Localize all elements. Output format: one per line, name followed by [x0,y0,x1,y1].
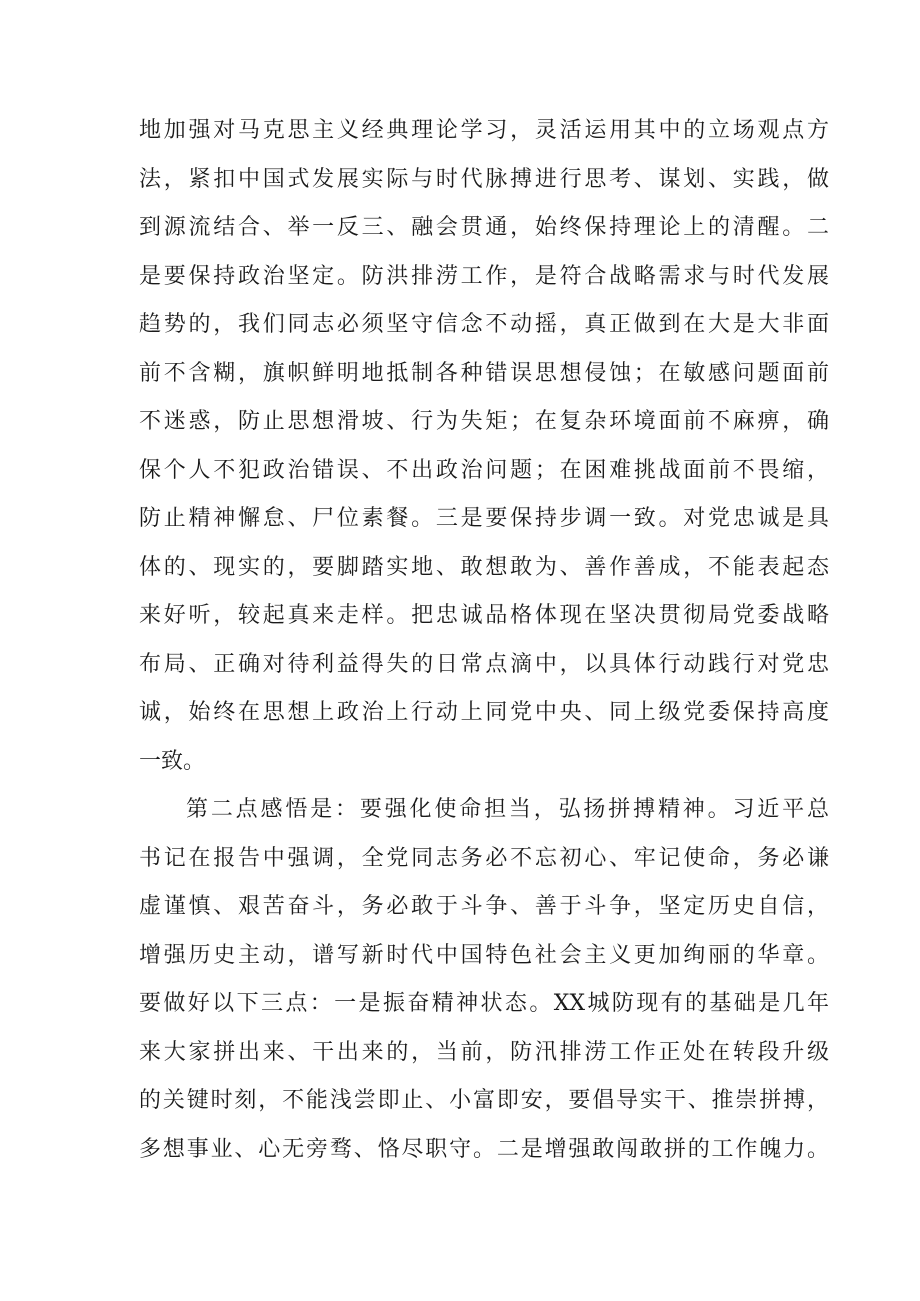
paragraph-line: 书记在报告中强调，全党同志务必不忘初心、牢记使命，务必谦 [139,845,829,871]
paragraph-line: 要做好以下三点：一是振奋精神状态。XX城防现有的基础是几年 [139,991,829,1016]
paragraph-1 [139,107,829,786]
paragraph-line: 来大家拼出来、干出来的，当前，防汛排涝工作正处在转段升级 [139,1039,829,1065]
paragraph-line: 体的、现实的，要脚踏实地、敢想敢为、善作善成，不能表起态 [139,554,829,580]
paragraph-line: 保个人不犯政治错误、不出政治问题；在困难挑战面前不畏缩， [139,457,829,483]
paragraph-line: 的关键时刻，不能浅尝即止、小富即安，要倡导实干、推崇拼搏， [139,1088,829,1113]
paragraph-line: 虚谨慎、艰苦奋斗，务必敢于斗争、善于斗争，坚定历史自信， [139,894,829,919]
paragraph-line: 增强历史主动，谱写新时代中国特色社会主义更加绚丽的华章。 [139,942,829,968]
paragraph-line: 法，紧扣中国式发展实际与时代脉搏进行思考、谋划、实践，做 [139,166,829,192]
paragraph-2 [139,786,829,1174]
paragraph-line: 前不含糊，旗帜鲜明地抵制各种错误思想侵蚀；在敏感问题面前 [139,360,829,386]
paragraph-line: 趋势的，我们同志必须坚守信念不动摇，真正做到在大是大非面 [139,312,829,337]
paragraph-line: 不迷惑，防止思想滑坡、行为失矩；在复杂环境面前不麻痹，确 [139,409,829,434]
paragraph-line: 诚，始终在思想上政治上行动上同党中央、同上级党委保持高度 [139,700,829,725]
paragraph-line: 地加强对马克思主义经典理论学习，灵活运用其中的立场观点方 [139,118,829,143]
paragraph-line: 来好听，较起真来走样。把忠诚品格体现在坚决贯彻局党委战略 [139,603,829,628]
paragraph-line: 布局、正确对待利益得失的日常点滴中，以具体行动践行对党忠 [139,651,829,677]
paragraph-line: 防止精神懈怠、尸位素餐。三是要保持步调一致。对党忠诚是具 [139,506,829,531]
paragraph-line: 一致。 [139,748,206,774]
paragraph-line: 是要保持政治坚定。防洪排涝工作，是符合战略需求与时代发展 [139,263,829,289]
paragraph-line: 到源流结合、举一反三、融会贯通，始终保持理论上的清醒。二 [139,215,829,240]
paragraph-line: 第二点感悟是：要强化使命担当，弘扬拼搏精神。习近平总 [186,797,829,822]
paragraph-line: 多想事业、心无旁骛、恪尽职守。二是增强敢闯敢拼的工作魄力。 [139,1136,829,1162]
